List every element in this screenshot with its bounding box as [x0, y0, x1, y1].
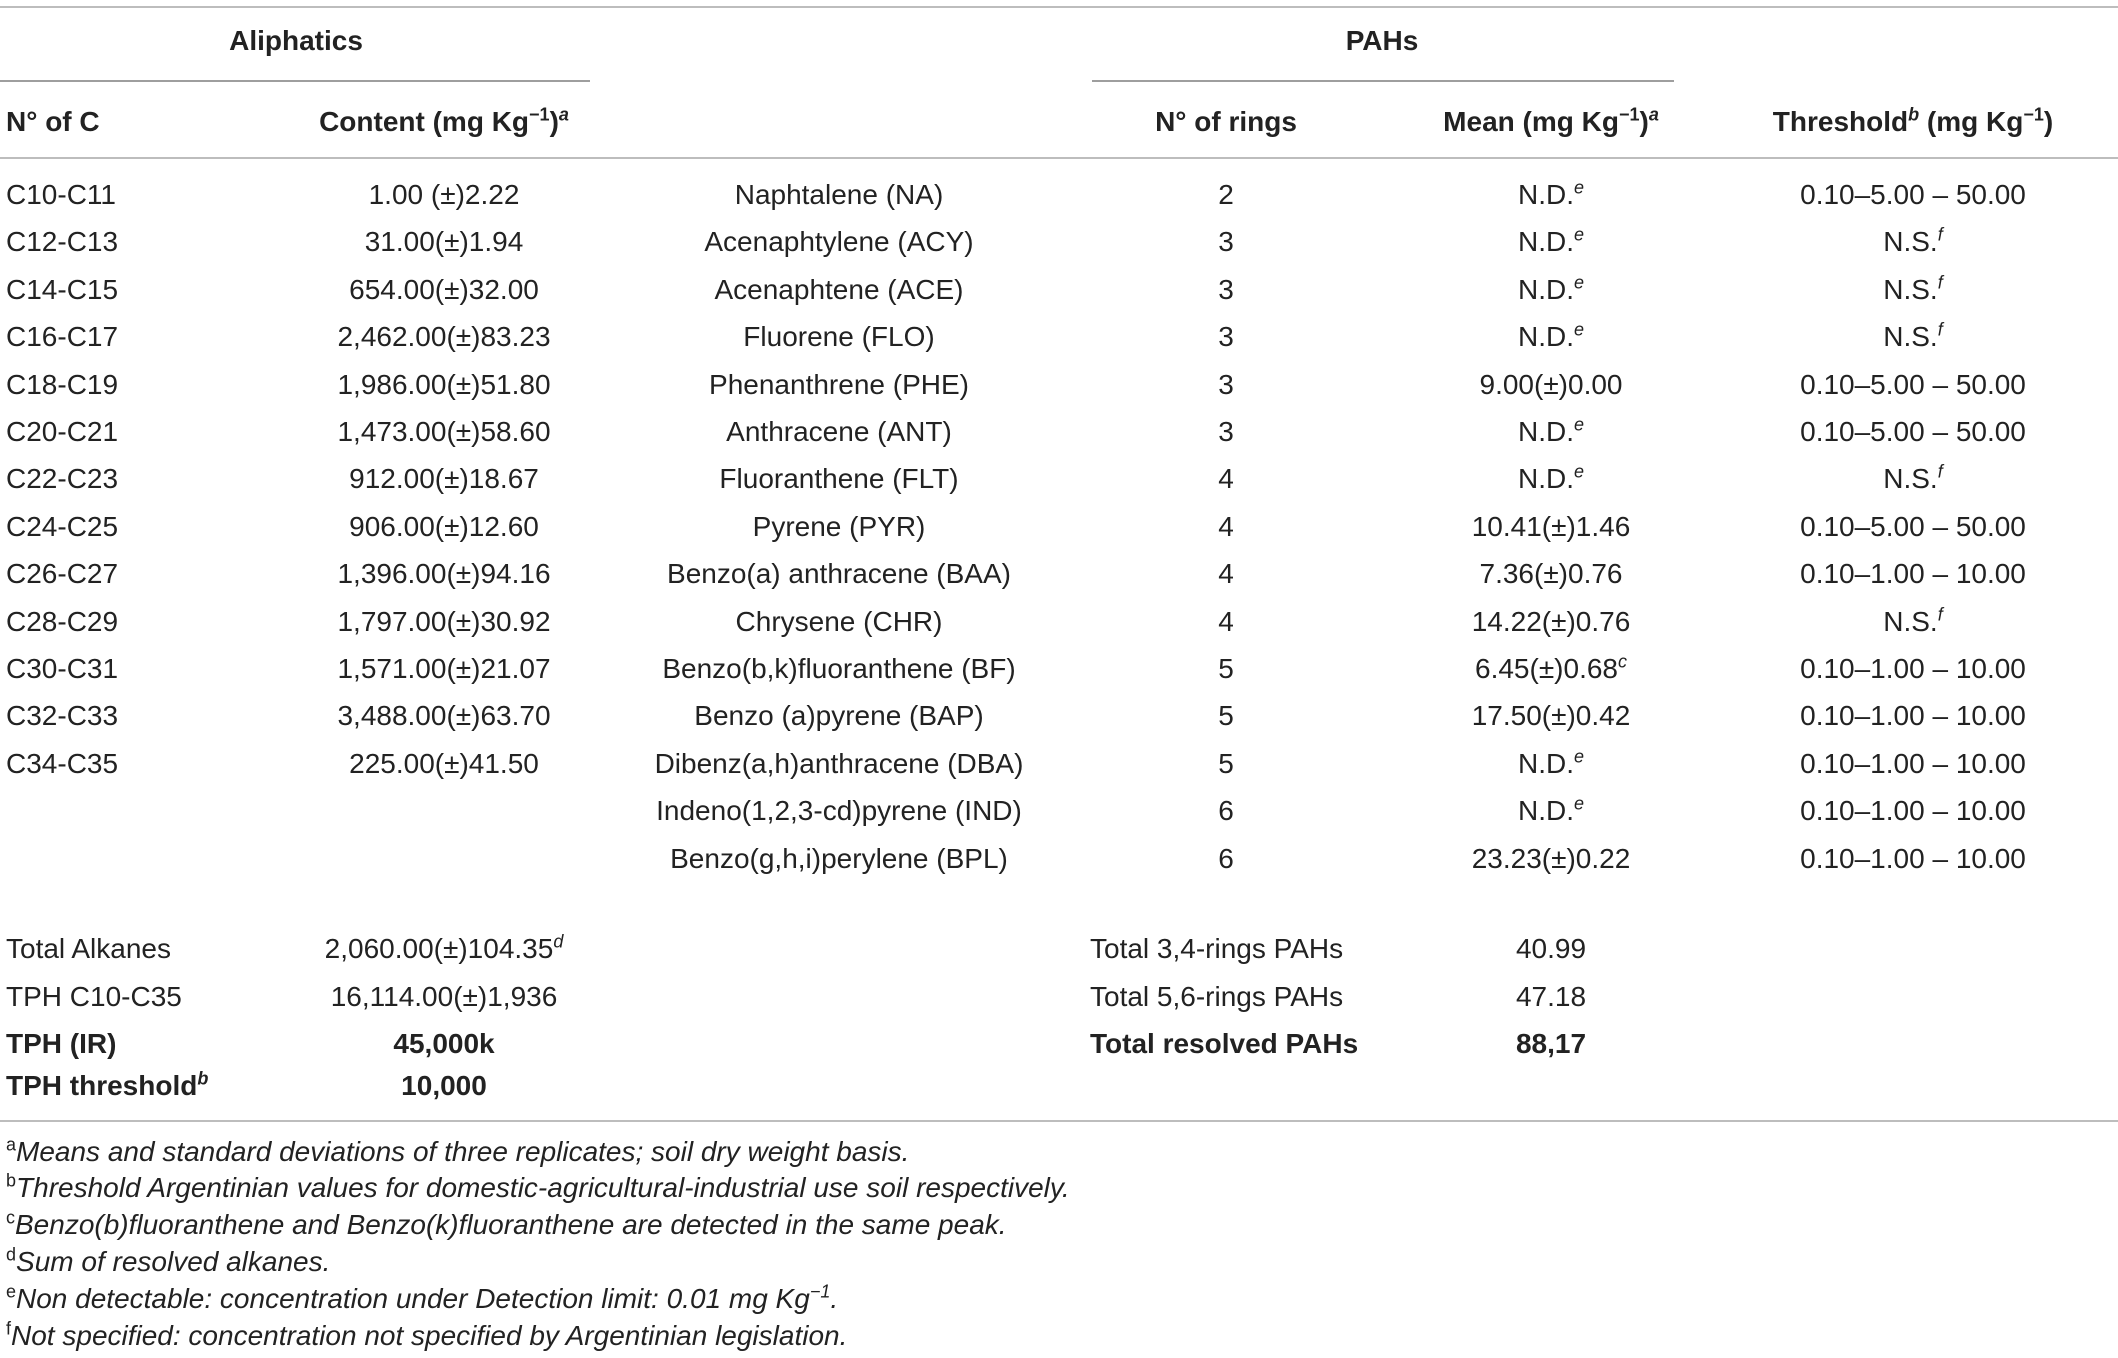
total-value: 2,060.00(±)104.35$^d$ — [324, 931, 564, 964]
pah-name: Benzo(a) anthracene (BAA) — [667, 558, 1011, 590]
pah-mean: 6.45(±)0.68$^c$ — [1474, 651, 1628, 684]
footnote: $^a$Means and standard deviations of three replicates; soil dry weight basis. — [6, 1134, 910, 1167]
pah-rings: 4 — [1218, 463, 1234, 495]
pah-threshold: 0.10–1.00 – 10.00 — [1800, 653, 2026, 684]
pah-rings: 3 — [1218, 368, 1234, 400]
pahs-underline — [1092, 80, 1674, 82]
pah-rings: 3 — [1218, 273, 1234, 305]
pah-total-value: 88,17 — [1515, 1028, 1587, 1059]
pah-mean: N.D.$^e$ — [1517, 225, 1585, 258]
aliphatic-carbon: C30-C31 — [6, 653, 119, 684]
pah-mean: N.D.$^e$ — [1517, 793, 1585, 827]
pah-mean: N.D.$^e$ — [1517, 177, 1585, 210]
bottom-rule — [0, 1120, 2118, 1122]
total-label: TPH threshold$^b$ — [6, 1068, 209, 1101]
pah-name: Benzo (a)pyrene (BAP) — [694, 700, 984, 732]
aliphatic-content: 3,488.00(±)63.70 — [337, 700, 551, 732]
aliphatic-content: 906.00(±)12.60 — [349, 510, 539, 542]
aliphatic-content: 1,797.00(±)30.92 — [337, 605, 551, 637]
pah-name: Benzo(b,k)fluoranthene (BF) — [662, 653, 1016, 684]
aliphatic-content: 1,571.00(±)21.07 — [337, 653, 551, 684]
pah-total-value: 40.99 — [1515, 933, 1587, 964]
pah-mean: N.D.$^e$ — [1517, 272, 1585, 305]
aliphatic-carbon: C34-C35 — [6, 747, 119, 779]
total-label: TPH C10-C35 — [6, 981, 182, 1012]
pah-mean: 7.36(±)0.76 — [1479, 558, 1623, 590]
pah-rings: 3 — [1218, 416, 1234, 447]
pah-total-label: Total 5,6-rings PAHs — [1090, 981, 1344, 1012]
pah-rings: 4 — [1218, 510, 1234, 542]
pah-name: Acenaphtylene (ACY) — [704, 226, 974, 258]
pah-threshold: 0.10–5.00 – 50.00 — [1800, 510, 2026, 542]
pah-threshold: 0.10–1.00 – 10.00 — [1800, 842, 2026, 874]
footnote: $^b$Threshold Argentinian values for domestic-agricultural-industrial use soil respectively. — [6, 1170, 1070, 1203]
aliphatic-content: 1,986.00(±)51.80 — [337, 368, 551, 400]
aliphatics-underline — [0, 80, 590, 82]
pah-total-value: 47.18 — [1515, 981, 1587, 1012]
aliphatic-carbon: C18-C19 — [6, 368, 119, 400]
pah-name: Naphtalene (NA) — [734, 179, 944, 210]
pah-threshold: 0.10–5.00 – 50.00 — [1800, 416, 2026, 447]
pah-rings: 3 — [1218, 226, 1234, 258]
footnote: $^f$Not specified: concentration not specified by Argentinian legislation. — [6, 1318, 848, 1351]
pah-threshold: N.S.$^f$ — [1883, 319, 1943, 353]
pah-rings: 2 — [1218, 179, 1234, 210]
aliphatic-content: 1,473.00(±)58.60 — [337, 416, 551, 447]
pah-threshold: 0.10–5.00 – 50.00 — [1800, 179, 2026, 210]
pah-mean: N.D.$^e$ — [1517, 414, 1585, 447]
pah-rings: 6 — [1218, 795, 1234, 827]
pah-rings: 5 — [1218, 700, 1234, 732]
col-threshold: Threshold$^b$ (mg $Kg^{-1}$) — [1772, 104, 2054, 137]
footnote: $^c$Benzo(b)fluoranthene and Benzo(k)fluoranthene are detected in the same peak. — [6, 1207, 1007, 1240]
pah-name: Fluoranthene (FLT) — [719, 463, 959, 495]
pah-total-label: Total 3,4-rings PAHs — [1090, 933, 1344, 964]
pah-mean: 23.23(±)0.22 — [1471, 842, 1631, 874]
aliphatic-carbon: C28-C29 — [6, 605, 119, 637]
pah-rings: 5 — [1218, 653, 1234, 684]
aliphatic-carbon: C24-C25 — [6, 510, 119, 542]
aliphatic-content: 2,462.00(±)83.23 — [337, 321, 551, 353]
total-value: 10,000 — [401, 1070, 487, 1101]
pah-mean: 9.00(±)0.00 — [1479, 368, 1623, 400]
aliphatics-header: Aliphatics — [229, 25, 363, 56]
aliphatic-content: 912.00(±)18.67 — [349, 463, 539, 495]
pah-threshold: 0.10–1.00 – 10.00 — [1800, 747, 2026, 779]
pah-rings: 4 — [1218, 558, 1234, 590]
col-mean: Mean (mg $Kg^{-1})^a$ — [1443, 104, 1659, 137]
total-value: 16,114.00(±)1,936 — [330, 981, 558, 1012]
pah-rings: 6 — [1218, 842, 1234, 874]
aliphatic-content: 1.00 (±)2.22 — [368, 179, 520, 210]
pah-name: Benzo(g,h,i)perylene (BPL) — [670, 842, 1008, 874]
total-label: Total Alkanes — [6, 933, 171, 964]
aliphatic-carbon: C12-C13 — [6, 226, 119, 258]
col-rings: N° of rings — [1155, 106, 1297, 137]
header-rule — [0, 157, 2118, 159]
pah-mean: N.D.$^e$ — [1517, 746, 1585, 779]
top-rule — [0, 6, 2118, 8]
pah-mean: 10.41(±)1.46 — [1471, 510, 1631, 542]
aliphatic-carbon: C20-C21 — [6, 416, 119, 447]
pah-rings: 3 — [1218, 321, 1234, 353]
col-n-of-c: N° of C — [6, 106, 100, 137]
aliphatic-carbon: C10-C11 — [6, 179, 116, 210]
aliphatic-carbon: C22-C23 — [6, 463, 119, 495]
aliphatic-carbon: C32-C33 — [6, 700, 119, 732]
pah-name: Chrysene (CHR) — [735, 605, 943, 637]
aliphatic-content: 31.00(±)1.94 — [364, 226, 524, 258]
footnote: $^e$Non detectable: concentration under Detection limit: 0.01 mg $Kg^{-1}$. — [6, 1281, 839, 1314]
total-value: 45,000k — [393, 1028, 495, 1059]
pah-name: Dibenz(a,h)anthracene (DBA) — [654, 747, 1024, 779]
pah-mean: 17.50(±)0.42 — [1471, 700, 1631, 732]
aliphatic-content: 1,396.00(±)94.16 — [337, 558, 551, 590]
pah-mean: 14.22(±)0.76 — [1471, 605, 1631, 637]
col-content: Content (mg $Kg^{-1})^a$ — [319, 104, 569, 137]
pahs-header: PAHs — [1345, 25, 1419, 56]
pah-name: Phenanthrene (PHE) — [709, 368, 969, 400]
pah-mean: N.D.$^e$ — [1517, 462, 1585, 495]
aliphatic-carbon: C26-C27 — [6, 558, 119, 590]
pah-threshold: 0.10–1.00 – 10.00 — [1800, 795, 2026, 827]
aliphatic-content: 225.00(±)41.50 — [349, 747, 539, 779]
pah-threshold: N.S.$^f$ — [1883, 272, 1943, 305]
pah-name: Indeno(1,2,3-cd)pyrene (IND) — [656, 795, 1022, 827]
pah-rings: 4 — [1218, 605, 1234, 637]
pah-threshold: 0.10–5.00 – 50.00 — [1800, 368, 2026, 400]
pah-mean: N.D.$^e$ — [1517, 319, 1585, 353]
pah-name: Anthracene (ANT) — [726, 416, 952, 447]
pah-name: Fluorene (FLO) — [743, 321, 935, 353]
aliphatic-carbon: C16-C17 — [6, 321, 119, 353]
pah-total-label: Total resolved PAHs — [1090, 1028, 1359, 1059]
pah-threshold: N.S.$^f$ — [1883, 225, 1943, 258]
aliphatic-carbon: C14-C15 — [6, 273, 119, 305]
pah-threshold: 0.10–1.00 – 10.00 — [1800, 700, 2026, 732]
pah-threshold: N.S.$^f$ — [1883, 462, 1943, 495]
pah-threshold: N.S.$^f$ — [1883, 604, 1943, 637]
pah-name: Acenaphtene (ACE) — [714, 273, 964, 305]
pah-rings: 5 — [1218, 747, 1234, 779]
pah-threshold: 0.10–1.00 – 10.00 — [1800, 558, 2026, 590]
total-label: TPH (IR) — [6, 1028, 117, 1059]
aliphatic-content: 654.00(±)32.00 — [349, 273, 539, 305]
pah-name: Pyrene (PYR) — [752, 510, 926, 542]
footnote: $^d$Sum of resolved alkanes. — [6, 1244, 331, 1277]
